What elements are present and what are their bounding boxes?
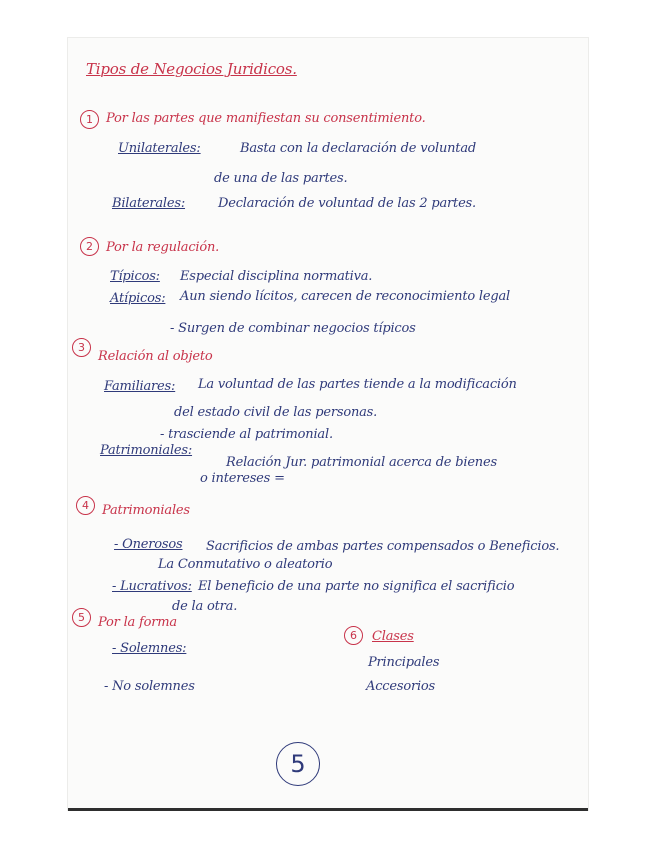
section-6-heading: Clases: [372, 629, 414, 644]
clases-accesorios: Accesorios: [366, 679, 436, 694]
onerosos-definition: Sacrificios de ambas partes compensados o Beneficios.: [206, 539, 560, 554]
section-2-heading: Por la regulación.: [106, 240, 220, 255]
patrimoniales-continuation: o intereses =: [200, 471, 285, 486]
bilaterales-definition: Declaración de voluntad de las 2 partes.: [218, 196, 476, 211]
section-5-heading: Por la forma: [98, 615, 177, 630]
page-title: Tipos de Negocios Juridicos.: [86, 60, 297, 78]
clases-principales: Principales: [368, 655, 440, 670]
term-unilaterales: Unilaterales:: [118, 141, 201, 156]
section-1-heading: Por las partes que manifiestan su consentimiento.: [106, 111, 426, 126]
patrimoniales-definition: Relación Jur. patrimonial acerca de bienes: [226, 455, 497, 470]
unilaterales-definition: Basta con la declaración de voluntad: [240, 141, 476, 156]
page-number: 5: [276, 742, 320, 786]
term-atipicos: Atípicos:: [110, 291, 166, 306]
unilaterales-continuation: de una de las partes.: [214, 171, 348, 186]
tipicos-definition: Especial disciplina normativa.: [180, 269, 373, 284]
term-lucrativos: - Lucrativos:: [112, 579, 192, 594]
lucrativos-definition: El beneficio de una parte no significa el sacrificio: [198, 579, 515, 594]
section-3-number: 3: [72, 338, 91, 357]
section-5-number: 5: [72, 608, 91, 627]
section-3-heading: Relación al objeto: [98, 349, 213, 364]
onerosos-continuation: La Conmutativo o aleatorio: [158, 557, 333, 572]
section-4-heading: Patrimoniales: [102, 503, 190, 518]
term-onerosos: - Onerosos: [114, 537, 183, 552]
section-6-number: 6: [344, 626, 363, 645]
familiares-continuation-2: - trasciende al patrimonial.: [160, 427, 333, 442]
term-familiares: Familiares:: [104, 379, 176, 394]
term-solemnes: - Solemnes:: [112, 641, 187, 656]
lucrativos-continuation: de la otra.: [172, 599, 238, 614]
term-bilaterales: Bilaterales:: [112, 196, 186, 211]
term-tipicos: Típicos:: [110, 269, 160, 284]
familiares-definition: La voluntad de las partes tiende a la modificación: [198, 377, 517, 392]
familiares-continuation: del estado civil de las personas.: [174, 405, 378, 420]
section-2-number: 2: [80, 237, 99, 256]
section-1-number: 1: [80, 110, 99, 129]
term-patrimoniales: Patrimoniales:: [100, 443, 193, 458]
section-4-number: 4: [76, 496, 95, 515]
atipicos-definition: Aun siendo lícitos, carecen de reconocimiento legal: [180, 289, 511, 304]
page-bottom-edge: [68, 808, 588, 811]
atipicos-continuation: - Surgen de combinar negocios típicos: [170, 321, 416, 336]
term-no-solemnes: - No solemnes: [104, 679, 195, 694]
